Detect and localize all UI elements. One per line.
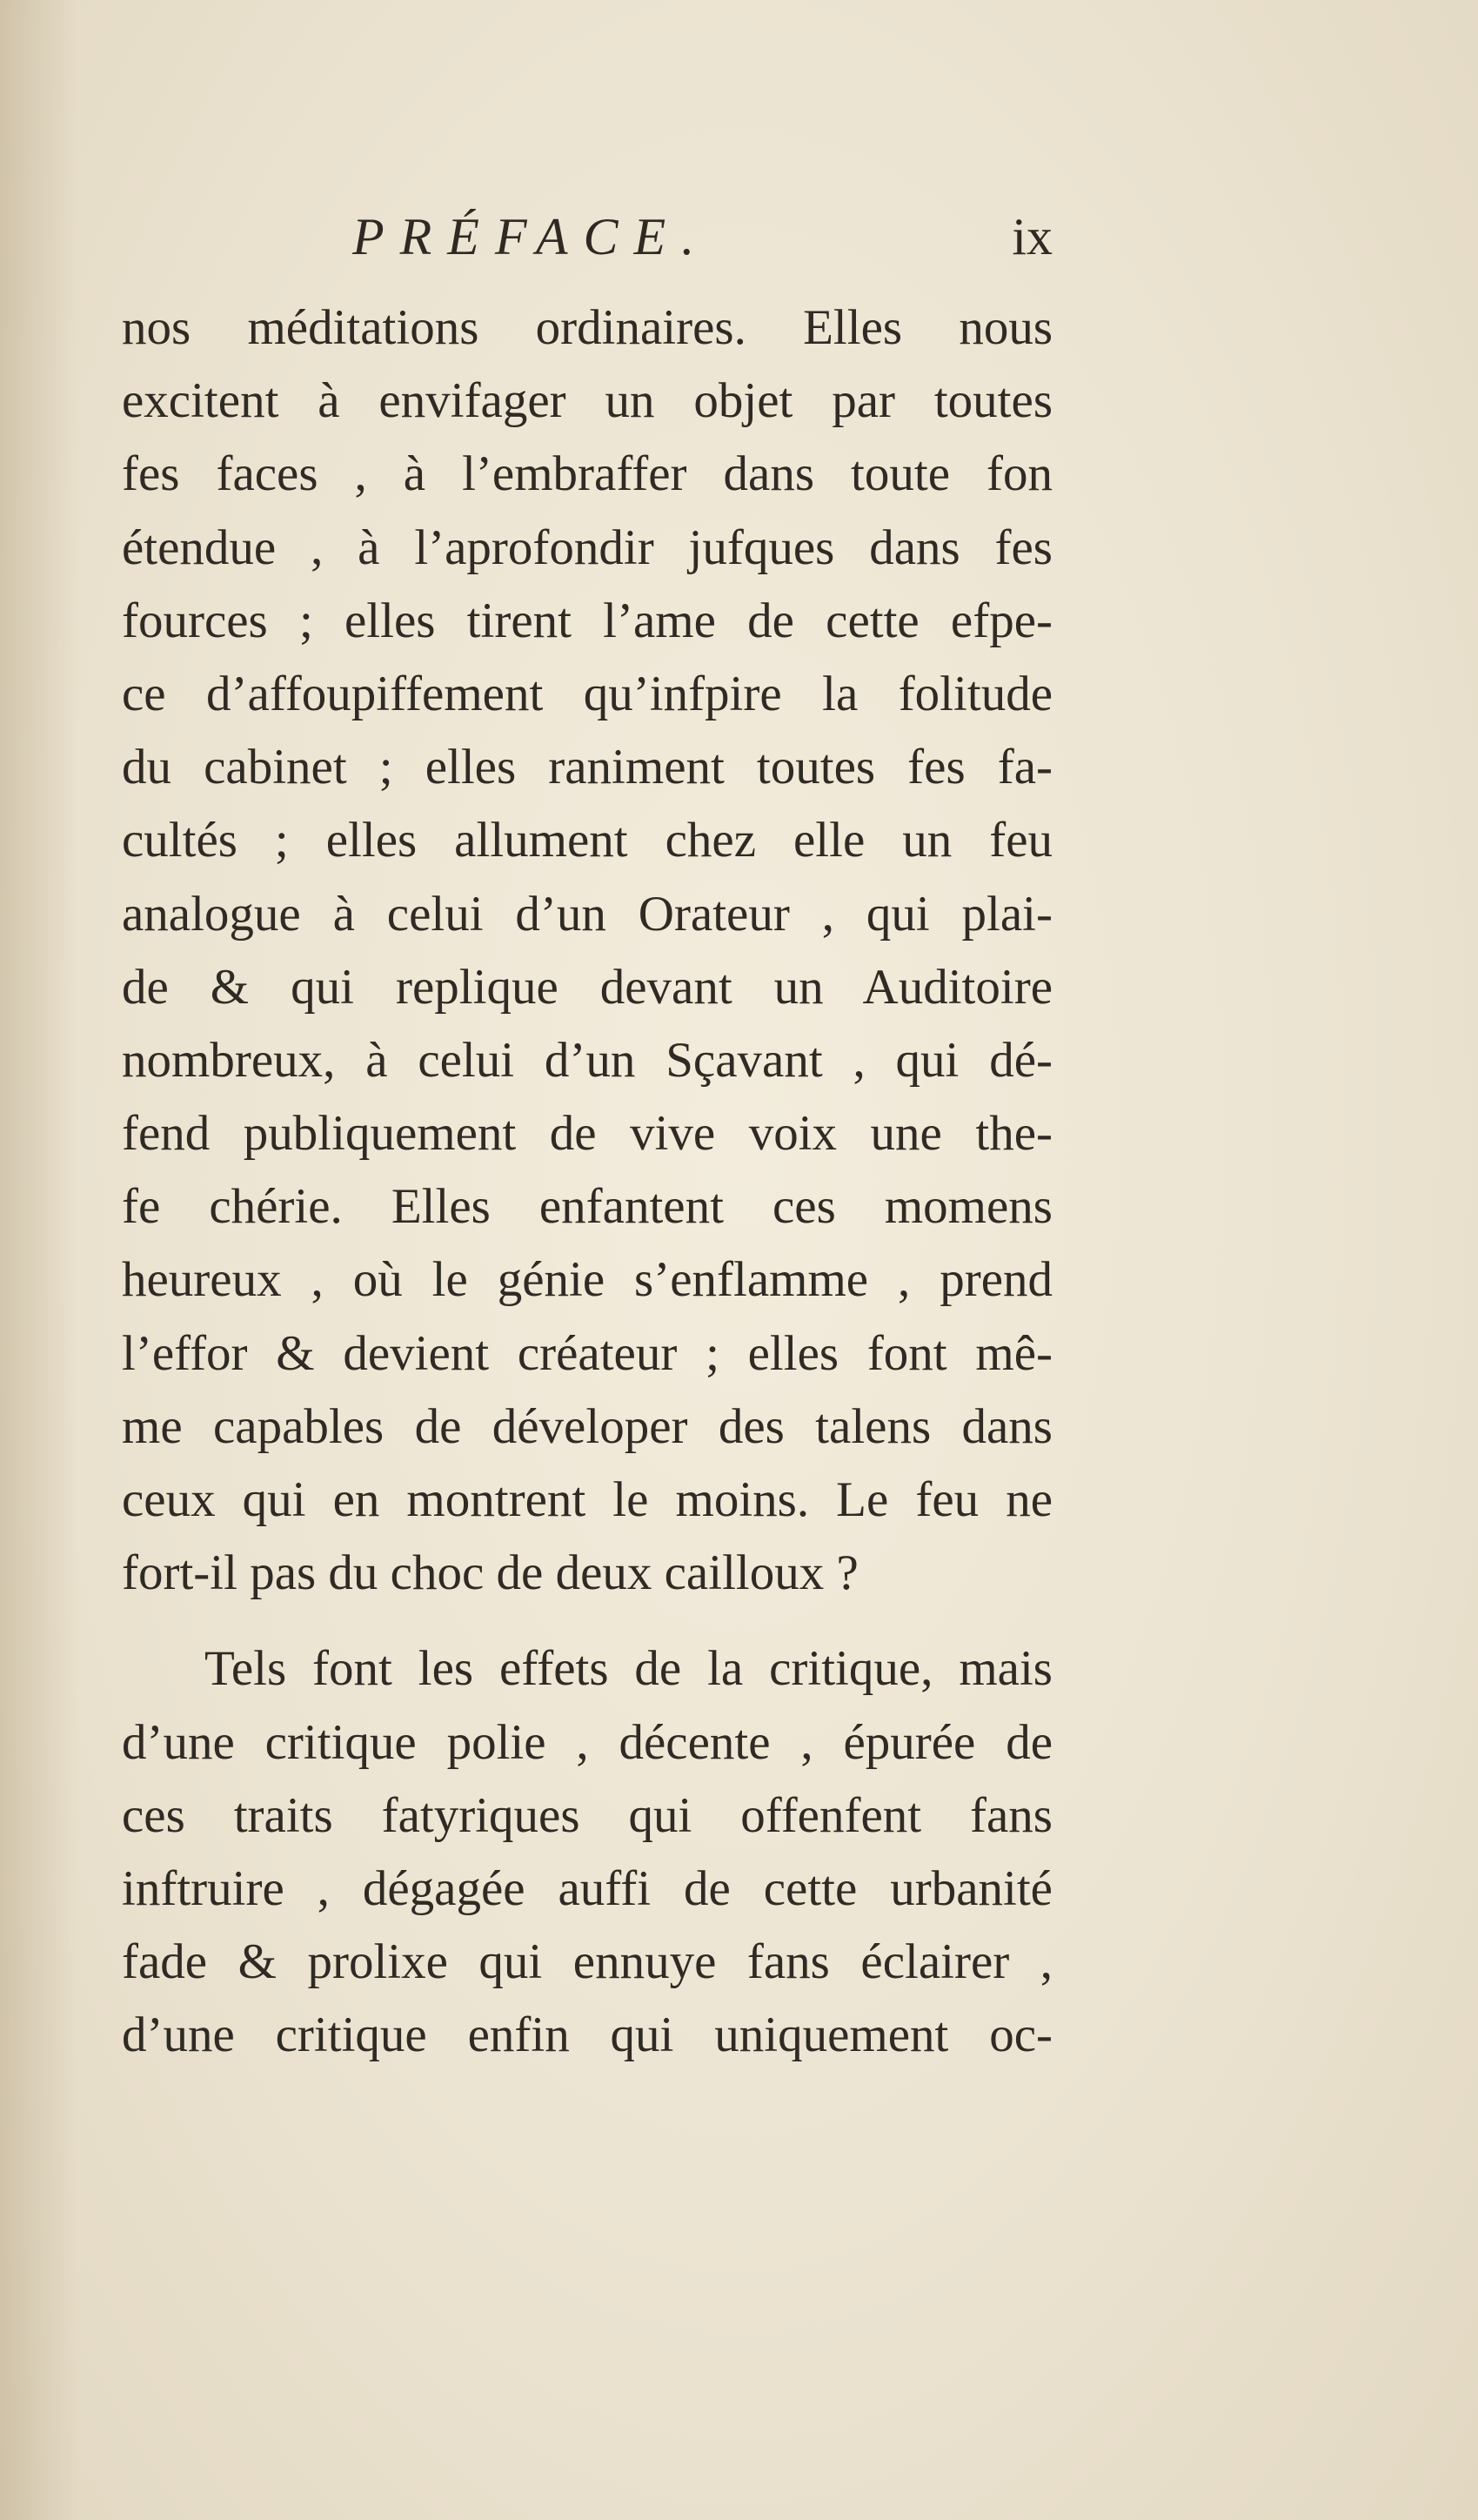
text-line: cultés ; elles allument chez elle un feu — [122, 813, 1053, 868]
text-line: fe chérie. Elles enfantent ces momens — [122, 1179, 1053, 1235]
text-line: Tels font les effets de la critique, mais — [204, 1641, 1053, 1697]
text-line: fes faces , à l’embraffer dans toute fon — [122, 446, 1053, 502]
text-line: l’effor & devient créateur ; elles font mê- — [122, 1325, 1053, 1381]
text-line: du cabinet ; elles raniment toutes fes fa- — [122, 740, 1053, 795]
paragraph-1 — [122, 292, 1053, 1610]
text-line: excitent à envifager un objet par toutes — [122, 373, 1053, 429]
text-line: fade & prolixe qui ennuye fans éclairer , — [122, 1934, 1053, 1990]
text-line: nombreux, à celui d’un Sçavant , qui dé- — [122, 1032, 1053, 1088]
text-line: analogue à celui d’un Orateur , qui plai- — [122, 886, 1053, 942]
text-line: d’une critique polie , décente , épurée de — [122, 1714, 1053, 1770]
body-text — [122, 292, 1053, 2073]
text-line: ces traits fatyriques qui offenfent fans — [122, 1787, 1053, 1843]
page-header — [122, 207, 1053, 277]
text-line: ceux qui en montrent le moins. Le feu ne — [122, 1472, 1053, 1527]
text-line: ce d’affoupiffement qu’infpire la folitude — [122, 666, 1053, 721]
text-line: fources ; elles tirent l’ame de cette efpe- — [122, 593, 1053, 648]
text-line: me capables de déveloper des talens dans — [122, 1398, 1053, 1454]
text-line: inftruire , dégagée auffi de cette urbanité — [122, 1860, 1053, 1916]
text-line: étendue , à l’aprofondir jufques dans fes — [122, 519, 1053, 575]
text-line: nos méditations ordinaires. Elles nous — [122, 300, 1053, 355]
paragraph-gap — [122, 1610, 1053, 1632]
text-line: de & qui replique devant un Auditoire — [122, 959, 1053, 1015]
text-line: heureux , où le génie s’enflamme , prend — [122, 1252, 1053, 1308]
running-title: PRÉFACE. — [352, 208, 711, 265]
paragraph-2 — [122, 1632, 1053, 2072]
text-line: d’une critique enfin qui uniquement oc- — [122, 2007, 1053, 2063]
text-line: fend publiquement de vive voix une the- — [122, 1106, 1053, 1162]
text-line: fort-il pas du choc de deux cailloux ? — [122, 1545, 859, 1601]
page-number: ix — [1012, 208, 1053, 265]
